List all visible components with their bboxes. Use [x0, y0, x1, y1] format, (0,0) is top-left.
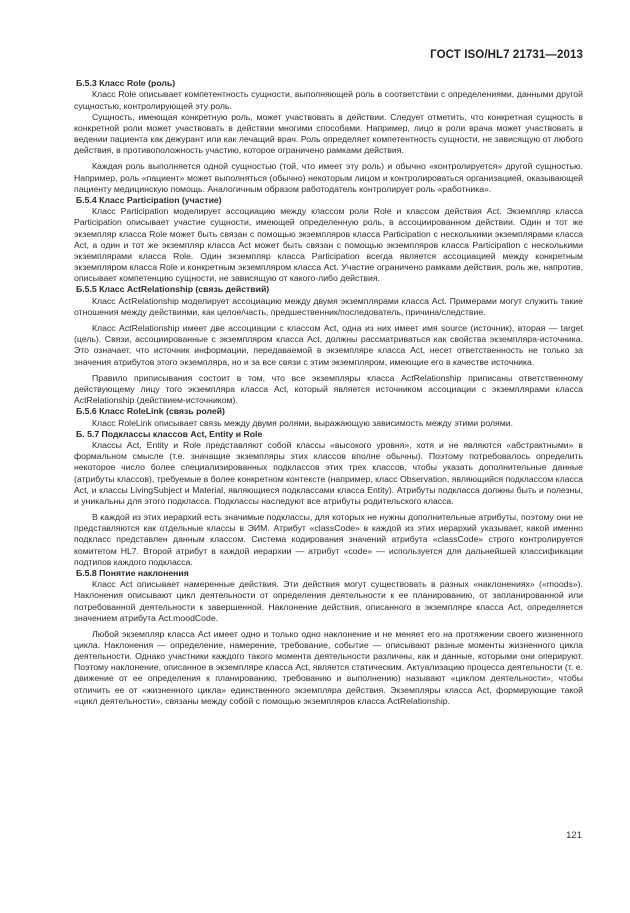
paragraph: Каждая роль выполняется одной сущностью (той, что имеет эту роль) и обычно «контролируется» другой сущностью. Например, роль «пациент» может выполняться (обычно) некоторым лицом и контролироваться организацией, оказывающей пациенту медицинскую помощь. Аналогичным образом работодатель контролирует роль «работника». — [74, 161, 583, 194]
paragraph: Класс ActRelationship моделирует ассоциацию между двумя экземплярами класса Act. Примерами могут служить такие отношения между действиями, как целое/часть, предшественник/последователь, причина/следствие. — [74, 295, 583, 317]
section-heading: Б.5.3 Класс Role (роль) — [76, 78, 176, 88]
section-heading: Б.5.4 Класс Participation (участие) — [76, 194, 222, 205]
paragraph: Класс RoleLink описывает связь между двумя ролями, выражающую зависимость между этими ролями. — [92, 417, 513, 428]
paragraph: Классы Act, Entity и Role представляют собой классы «высокого уровня», хотя и не являются «абстрактными» в формальном смысле (т.е. значащие экземпляры этих классов вполне обычны). Поэтому потребовалось определить некоторое число более специализированных подклассов этих трех классов, чтобы указать дополнительные данные (атрибуты классов), требуемые в более конкретном контексте (например, класс Observation, являющийся подклассом класса Act, и классы LivingSubject и Material, являющиеся подклассами класса Entity). Атрибуты подкласса должны быть и полезны, и уникальны для этого подкласса. Подклассы наследуют все атрибуты родительского класса. — [74, 440, 583, 506]
section-heading: Б.5.5 Класс ActRelationship (связь действий) — [76, 284, 270, 295]
standard-header: ГОСТ ISO/HL7 21731—2013 — [430, 49, 583, 61]
paragraph: Класс Participation моделирует ассоциацию между классом роли Role и классом действия Act. Экземпляр класса Participation описывает участие сущности, имеющей определенную роль, в ассоциированном действии. Один и тот же экземпляр класса Role может быть связан с помощью экземпляров класса Participation с несколькими экземплярами класса Act, а один и тот же экземпляр класса Act может быть связан с помощью экземпляров класса Participation с несколькими экземплярами класса Role. Один экземпляр класса Participation всегда является ассоциацией между конкретным экземпляром класса Role и конкретным экземпляром класса Act. Участие ограничено рамками действия, роль же, напротив, описывает компетенцию сущности, не зависящую от какого-либо действия. — [74, 206, 583, 284]
section-heading: Б.5.8 Понятие наклонения — [76, 567, 189, 578]
paragraph: Сущность, имеющая конкретную роль, может участвовать в действии. Следует отметить, что конкретная сущность в конкретной роли может участвовать в действии многими способами. Например, лицо в роли врача может участвовать в ведении пациента как дежурант или как лечащий врач. Роль определяет компетентность сущности, не зависящую от любого действия, в противоположность участию, которое ограничено рамками действия. — [74, 111, 583, 156]
paragraph: Любой экземпляр класса Act имеет одно и только одно наклонение и не меняет его на протяжении своего жизненного цикла. Наклонения — определение, намерение, требование, событие — описывают разные моменты жизненного цикла деятельности. Однако участники каждого такого момента деятельности различны, как и данные, которыми они оперируют. Поэтому наклонение, описанное в экземпляре класса Act, является статическим. Актуализацию процесса деятельности (т. е. движение от ее определения к планированию, требованию и выполнению) называют «циклом деятельности», чтобы отличить ее от «жизненного цикла» единственного экземпляра действия. Экземпляры класса Act, формирующие такой «цикл деятельности», связаны между собой с помощью экземпляров класса ActRelationship. — [74, 628, 583, 706]
paragraph: Класс ActRelationship имеет две ассоциации с классом Act, одна из них имеет имя source (источник), вторая — target (цель). Связи, ассоциированные с экземпляром класса Act, должны рассматриваться как свойства экземпляра-источника. Это означает, что источник информации, передаваемой в экземпляре класса Act, несет ответственность не только за значения атрибутов этого экземпляра, но и за все связи с этим экземпляром, имеющие его в качестве источника. — [74, 323, 583, 367]
section-heading: Б. 5.7 Подклассы классов Act, Entity и Role — [76, 428, 263, 439]
paragraph: В каждой из этих иерархий есть значимые подклассы, для которых не нужны дополнительные атрибуты, поэтому они не представляются как отдельные классы в ЭИМ. Атрибут «classCode» в каждой из этих иерархий указывает, какой именно подкласс представлен данным классом. Система кодирования значений атрибута «classCode» строго контролируется комитетом HL7. Второй атрибут в каждой иерархии — атрибут «code» — используется для дальнейшей классификации подтипов каждого подкласса. — [74, 512, 583, 567]
paragraph: Правило приписывания состоит в том, что все экземпляры класса ActRelationship приписаны ответственному действующему лицу того экземпляра класса Act, который является источником ассоциации с экземплярами класса ActRelationship (действием-источником). — [74, 372, 583, 405]
document-body — [74, 78, 583, 707]
paragraph: Класс Role описывает компетентность сущности, выполняющей роль в соответствии с определениями, данными другой сущностью, контролирующей эту роль. — [74, 89, 583, 111]
section-heading: Б.5.6 Класс RoleLink (связь ролей) — [76, 406, 225, 417]
page-number: 121 — [566, 830, 582, 841]
paragraph: Класс Act описывает намеренные действия. Эти действия могут существовать в разных «наклонениях» («moods»). Наклонения описывают цикл деятельности от определения деятельности к ее планированию, от запланированной или потребованной деятельности к завершенной. Наклонение действия, описанного в экземпляре класса Act, определяется значением атрибута Act.moodCode. — [74, 579, 583, 623]
